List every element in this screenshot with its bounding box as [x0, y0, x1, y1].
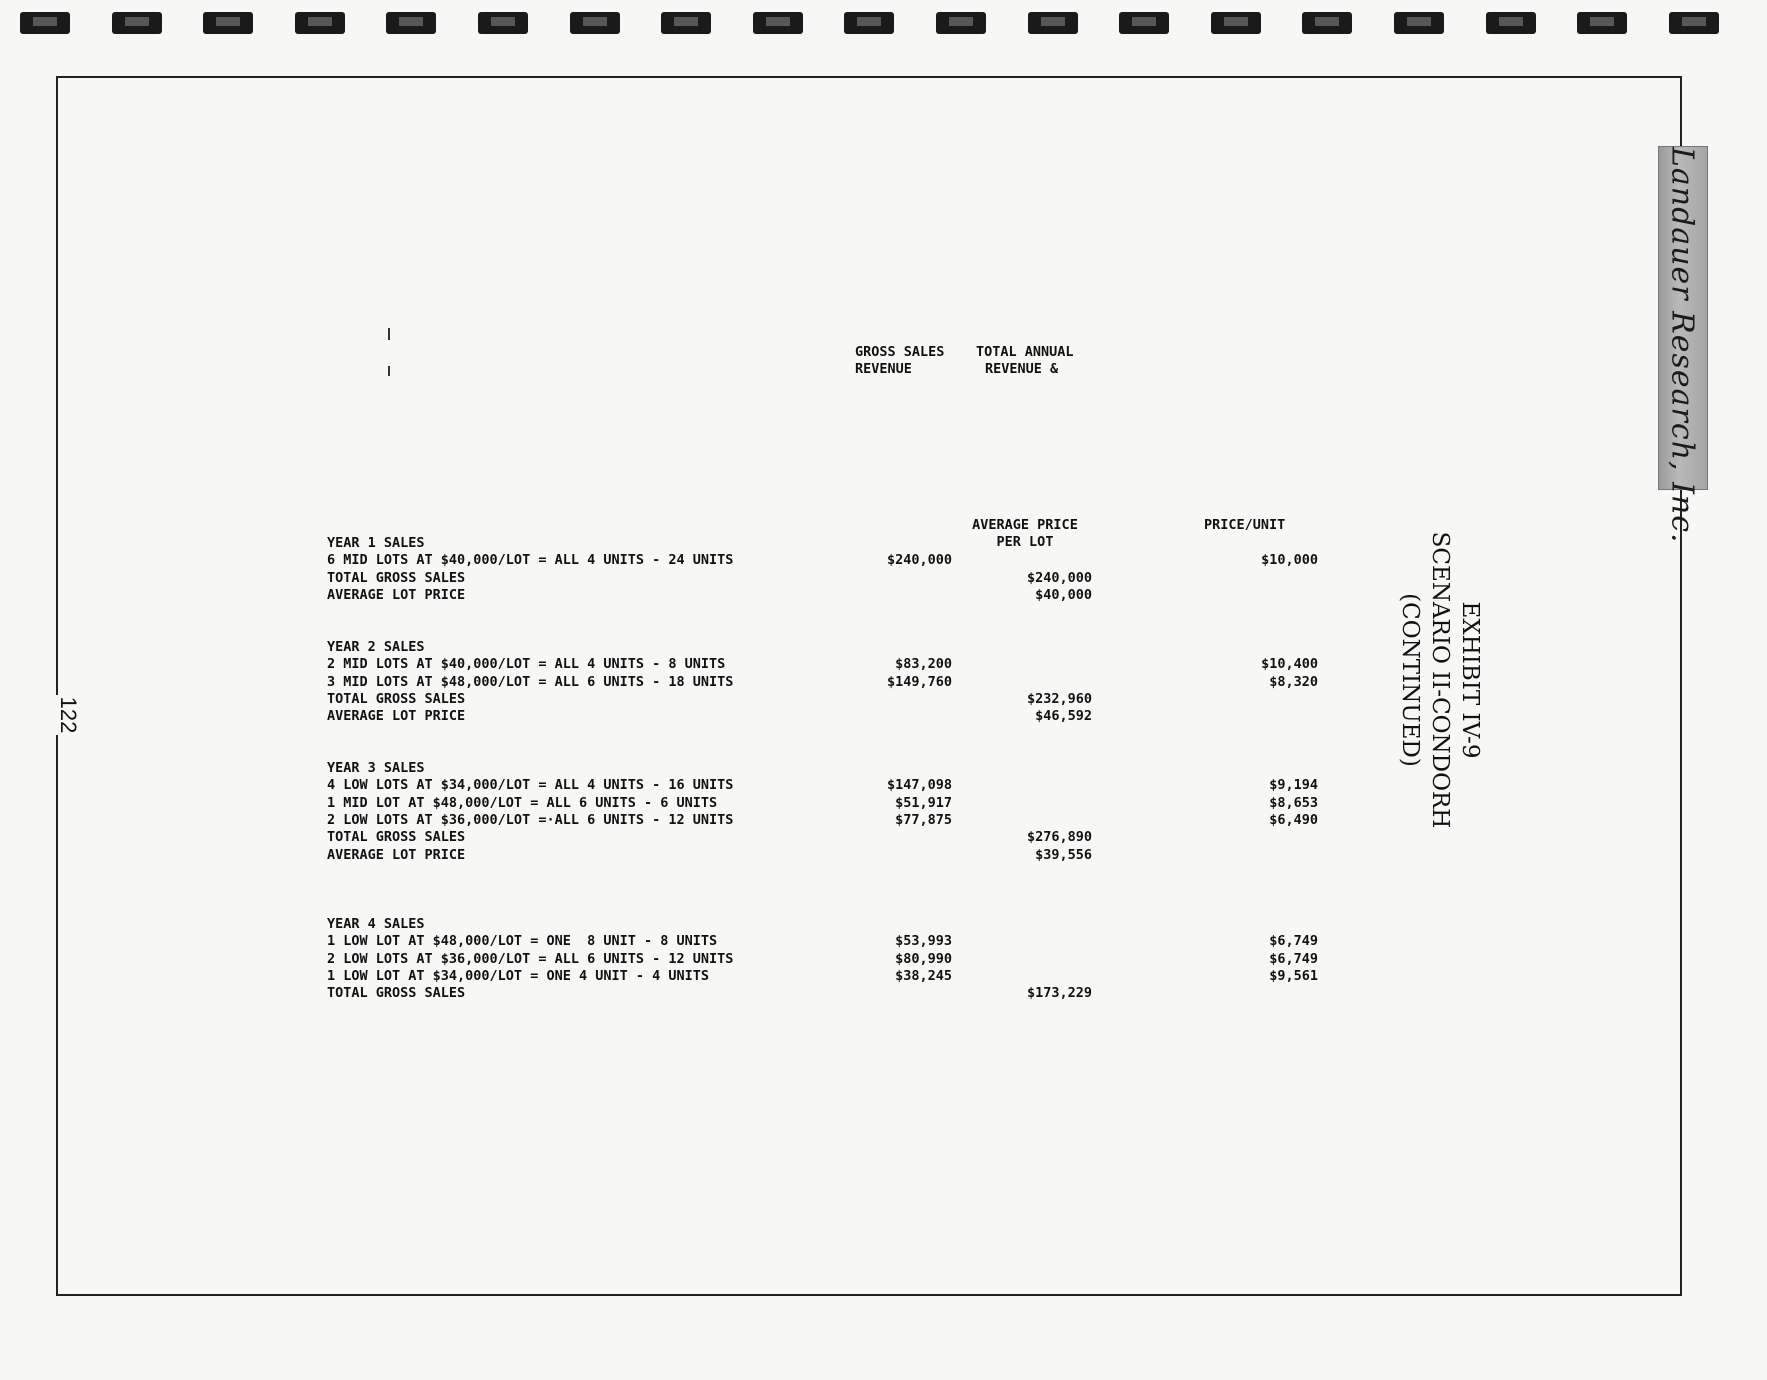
punch-hole [386, 12, 436, 34]
gross-sales-cell: $80,990 [895, 950, 952, 967]
row-description: 6 MID LOTS AT $40,000/LOT = ALL 4 UNITS - 24 UNITS [327, 552, 734, 569]
header-price-unit: PRICE/UNIT [1204, 517, 1286, 533]
gross-sales-cell: $51,917 [895, 794, 952, 811]
header-average-price-line2: PER LOT [996, 534, 1054, 550]
header-gross-sales-line2: REVENUE [855, 361, 912, 377]
punch-hole [203, 12, 253, 34]
year-label: YEAR 1 SALES [327, 535, 425, 551]
punch-hole [295, 12, 345, 34]
total-annual-cell: $39,556 [1035, 846, 1092, 863]
gross-sales-cell: $77,875 [895, 811, 952, 828]
punch-hole [661, 12, 711, 34]
price-unit-cell: $6,749 [1269, 950, 1318, 967]
punch-hole [1119, 12, 1169, 34]
price-unit-cell: $10,400 [1261, 656, 1318, 673]
row-description: AVERAGE LOT PRICE [327, 586, 466, 603]
row-description: 1 LOW LOT AT $34,000/LOT = ONE 4 UNIT - 4 UNITS [327, 967, 710, 984]
gross-sales-cell: $53,993 [895, 933, 952, 950]
punch-hole [1028, 12, 1078, 34]
punch-hole [112, 12, 162, 34]
year-label: YEAR 2 SALES [327, 639, 425, 655]
punch-hole [1394, 12, 1444, 34]
row-description: 1 MID LOT AT $48,000/LOT = ALL 6 UNITS - 6 UNITS [327, 794, 718, 811]
row-description: 2 LOW LOTS AT $36,000/LOT = ALL 6 UNITS - 12 UNITS [327, 950, 734, 967]
header-gross-sales: GROSS SALES [855, 344, 945, 360]
total-annual-cell: $240,000 [1026, 569, 1092, 586]
stray-mark [388, 366, 390, 376]
row-description: TOTAL GROSS SALES [327, 569, 466, 586]
punch-hole [753, 12, 803, 34]
stray-mark [388, 328, 390, 340]
row-description: 2 LOW LOTS AT $36,000/LOT =·ALL 6 UNITS - 12 UNITS [327, 811, 734, 828]
row-description: 4 LOW LOTS AT $34,000/LOT = ALL 4 UNITS - 16 UNITS [327, 777, 734, 794]
exhibit-subtitle: SCENARIO II-CONDORH [1427, 531, 1453, 829]
year-label: YEAR 4 SALES [327, 916, 425, 932]
page-number: 122 [53, 695, 83, 735]
company-logo-text: Landauer Research, Inc. [1664, 147, 1700, 544]
price-unit-cell: $8,320 [1269, 673, 1318, 690]
punch-hole [570, 12, 620, 34]
exhibit-continued: (CONTINUED) [1397, 593, 1423, 767]
punch-hole [1486, 12, 1536, 34]
punch-hole [1577, 12, 1627, 34]
gross-sales-cell: $147,098 [886, 777, 952, 794]
price-unit-cell: $6,490 [1269, 811, 1318, 828]
binder-punch-strip [0, 12, 1767, 36]
price-unit-cell: $6,749 [1269, 933, 1318, 950]
punch-hole [20, 12, 70, 34]
gross-sales-cell: $240,000 [886, 552, 952, 569]
price-unit-cell: $10,000 [1261, 552, 1318, 569]
header-total-annual: TOTAL ANNUAL [976, 344, 1074, 360]
row-description: TOTAL GROSS SALES [327, 829, 466, 846]
row-description: 1 LOW LOT AT $48,000/LOT = ONE 8 UNIT - 8 UNITS [327, 933, 718, 950]
row-description: TOTAL GROSS SALES [327, 985, 466, 1002]
punch-hole [936, 12, 986, 34]
year-label: YEAR 3 SALES [327, 760, 425, 776]
header-total-annual-line2: REVENUE & [985, 361, 1059, 377]
gross-sales-cell: $149,760 [886, 673, 952, 690]
row-description: AVERAGE LOT PRICE [327, 846, 466, 863]
gross-sales-cell: $38,245 [895, 967, 952, 984]
punch-hole [844, 12, 894, 34]
punch-hole [1211, 12, 1261, 34]
price-unit-cell: $9,194 [1269, 777, 1318, 794]
price-unit-cell: $9,561 [1269, 967, 1318, 984]
row-description: 3 MID LOTS AT $48,000/LOT = ALL 6 UNITS - 18 UNITS [327, 673, 734, 690]
exhibit-title: EXHIBIT IV-9 [1457, 601, 1483, 759]
header-average-price: AVERAGE PRICE [972, 517, 1078, 533]
total-annual-cell: $46,592 [1035, 708, 1092, 725]
punch-hole [1669, 12, 1719, 34]
total-annual-cell: $276,890 [1026, 829, 1092, 846]
row-description: TOTAL GROSS SALES [327, 690, 466, 707]
row-description: AVERAGE LOT PRICE [327, 708, 466, 725]
price-unit-cell: $8,653 [1269, 794, 1318, 811]
total-annual-cell: $232,960 [1026, 690, 1092, 707]
punch-hole [1302, 12, 1352, 34]
total-annual-cell: $40,000 [1035, 586, 1092, 603]
total-annual-cell: $173,229 [1026, 985, 1092, 1002]
row-description: 2 MID LOTS AT $40,000/LOT = ALL 4 UNITS - 8 UNITS [327, 656, 726, 673]
exhibit-heading [1397, 531, 1483, 829]
gross-sales-cell: $83,200 [895, 656, 952, 673]
punch-hole [478, 12, 528, 34]
